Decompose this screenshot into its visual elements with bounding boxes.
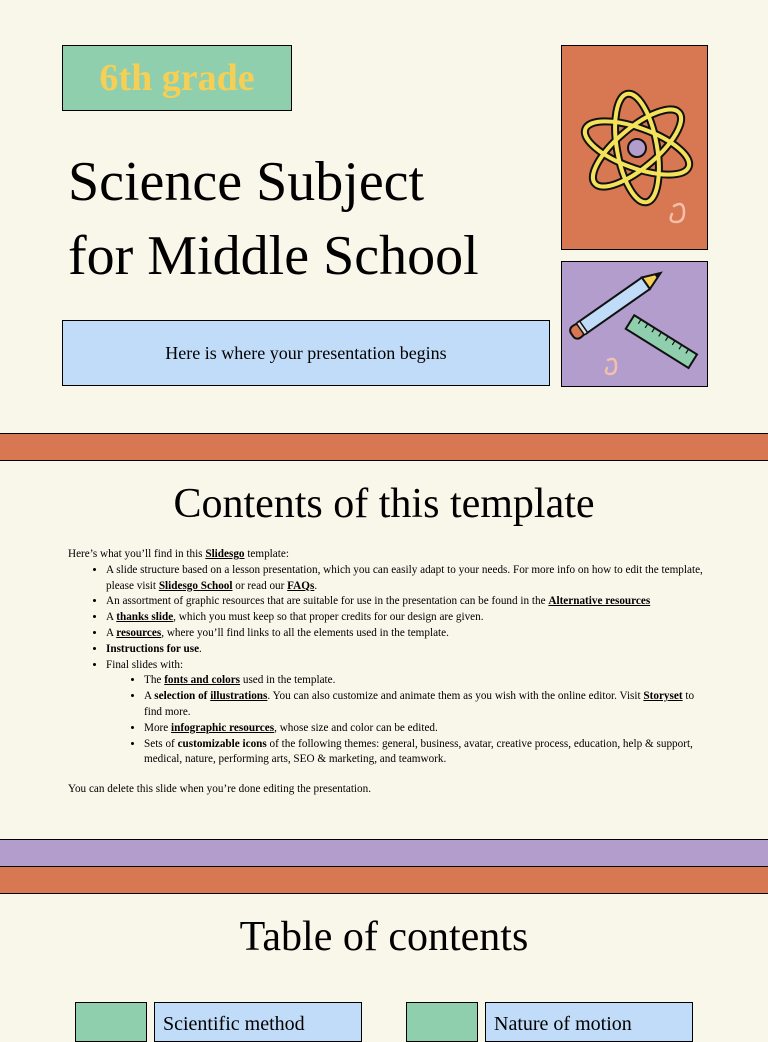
doodle-icon — [671, 204, 684, 222]
cover-title — [68, 145, 548, 293]
atom-icon — [562, 46, 709, 251]
list-item: • Final slides with: • The fonts and colors used in the template. • A selection of illustrations. You can also customize and animate them as you wish with the online editor. Visit Storyset to find more. • More infographic resources, whose size and color can be edited. • Sets of customizable icons of the following themes: general, business, avatar, creative process, education, help & support, medical, nature, performing arts, SEO & marketing, and teamwork. — [106, 658, 708, 769]
toc-title: Table of contents — [239, 914, 529, 960]
illustrations-link[interactable]: illustrations — [210, 690, 268, 703]
alternative-resources-link[interactable]: Alternative resources — [548, 595, 651, 608]
list-item: • A slide structure based on a lesson presentation, which you can easily adapt to your needs. For more info on how to edit the template, please visit Slidesgo School or read our FAQs. — [106, 563, 708, 595]
list-item: • An assortment of graphic resources that are suitable for use in the presentation can be found in the Alternative resources — [106, 594, 708, 610]
contents-title: Contents of this template — [173, 481, 595, 527]
storyset-link[interactable]: Storyset — [643, 690, 683, 703]
ruler-icon — [626, 315, 697, 368]
contents-body — [68, 547, 708, 798]
contents-intro: Here’s what you’ll find in this Slidesgo template: — [68, 548, 289, 560]
list-item: • Instructions for use. — [106, 642, 708, 658]
list-item: • A resources, where you’ll find links to all the elements used in the template. — [106, 626, 708, 642]
atom-card — [561, 45, 708, 250]
thanks-slide-link[interactable]: thanks slide — [116, 611, 174, 624]
list-item: • A thanks slide, which you must keep so that proper credits for our design are given. — [106, 610, 708, 626]
toc-item-label: Nature of motion — [485, 1002, 693, 1042]
slide-divider — [0, 839, 768, 867]
resources-link[interactable]: resources — [116, 626, 162, 639]
slidesgo-link[interactable]: Slidesgo — [205, 548, 245, 560]
toc-number-box — [406, 1002, 478, 1042]
slidesgo-school-link[interactable]: Slidesgo School — [158, 579, 233, 592]
list-item: • The fonts and colors used in the template. — [144, 673, 708, 689]
faqs-link[interactable]: FAQs — [287, 579, 315, 592]
grade-badge — [62, 45, 292, 111]
stationery-illustration — [562, 262, 709, 388]
final-slides-sublist — [106, 673, 708, 768]
cover-title-line2: for Middle School — [68, 225, 479, 287]
slide-divider — [0, 433, 768, 461]
grade-label: 6th grade — [99, 57, 255, 99]
contents-list — [68, 563, 708, 768]
toc-number-box — [75, 1002, 147, 1042]
stationery-card — [561, 261, 708, 387]
list-item: • A selection of illustrations. You can also customize and animate them as you wish with the online editor. Visit Storyset to find more. — [144, 689, 708, 721]
fonts-colors-link[interactable]: fonts and colors — [164, 674, 241, 687]
slide-divider — [0, 866, 768, 894]
cover-subtitle: Here is where your presentation begins — [165, 342, 447, 363]
delete-note: You can delete this slide when you’re done editing the presentation. — [68, 783, 372, 796]
cover-title-line1: Science Subject — [68, 151, 425, 213]
toc-item-label: Scientific method — [154, 1002, 362, 1042]
infographic-resources-link[interactable]: infographic resources — [171, 721, 275, 734]
list-item: • More infographic resources, whose size and color can be edited. — [144, 721, 708, 737]
cover-subtitle-box — [62, 320, 550, 386]
list-item: • Sets of customizable icons of the following themes: general, business, avatar, creative process, education, help & support, medical, nature, performing arts, SEO & marketing, and teamwork. — [144, 737, 708, 769]
